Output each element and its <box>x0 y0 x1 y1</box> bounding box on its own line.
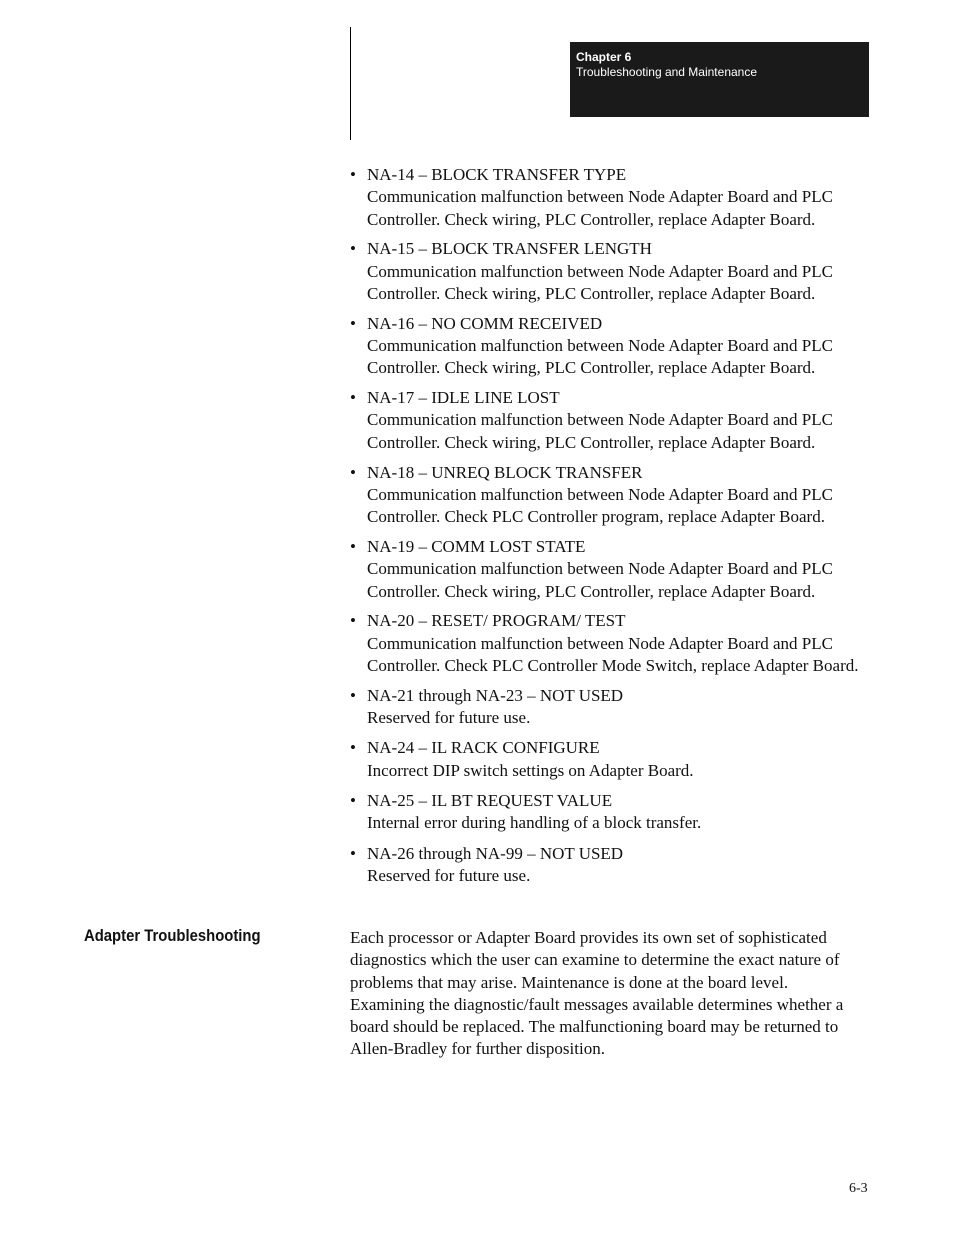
bullet-icon: • <box>350 165 356 184</box>
error-code: NA-19 – COMM LOST STATE <box>367 536 586 556</box>
list-item <box>350 387 870 454</box>
error-code: NA-21 through NA-23 – NOT USED <box>367 685 624 705</box>
error-description: Communication malfunction between Node Adapter Board and PLC <box>367 261 833 281</box>
list-item <box>350 536 870 603</box>
error-description: Communication malfunction between Node Adapter Board and PLC <box>367 484 833 504</box>
error-description: Communication malfunction between Node Adapter Board and PLC <box>367 559 833 579</box>
page-number: 6-3 <box>849 1181 868 1196</box>
error-code: NA-26 through NA-99 – NOT USED <box>367 843 624 863</box>
error-code: NA-17 – IDLE LINE LOST <box>367 388 560 408</box>
bullet-icon: • <box>350 790 356 810</box>
error-code: NA-25 – IL BT REQUEST VALUE <box>367 790 613 810</box>
bullet-icon: • <box>350 313 356 333</box>
error-code: NA-18 – UNREQ BLOCK TRANSFER <box>367 462 643 482</box>
paragraph-line: problems that may arise. Maintenance is done at the board level. <box>350 972 789 992</box>
list-item <box>350 238 870 305</box>
error-description: Controller. Check wiring, PLC Controller, replace Adapter Board. <box>367 581 816 601</box>
paragraph-line: Each processor or Adapter Board provides its own set of sophisticated <box>350 928 827 947</box>
error-description: Controller. Check wiring, PLC Controller, replace Adapter Board. <box>367 358 816 378</box>
paragraph-line: Allen-Bradley for further disposition. <box>350 1039 605 1059</box>
list-item <box>350 164 870 231</box>
error-description: Communication malfunction between Node Adapter Board and PLC <box>367 336 833 356</box>
error-description: Controller. Check wiring, PLC Controller, replace Adapter Board. <box>367 209 816 229</box>
error-description: Reserved for future use. <box>367 865 531 885</box>
bullet-icon: • <box>350 738 356 758</box>
bullet-icon: • <box>350 388 356 408</box>
bullet-icon: • <box>350 843 356 863</box>
error-code: NA-24 – IL RACK CONFIGURE <box>367 738 600 758</box>
section-paragraph <box>350 927 860 1061</box>
error-description: Communication malfunction between Node Adapter Board and PLC <box>367 410 833 430</box>
error-code: NA-20 – RESET/ PROGRAM/ TEST <box>367 611 626 631</box>
list-item <box>350 685 870 730</box>
bullet-icon: • <box>350 536 356 556</box>
bullet-icon: • <box>350 239 356 259</box>
paragraph-line: Examining the diagnostic/fault messages available determines whether a <box>350 994 844 1014</box>
error-code: NA-15 – BLOCK TRANSFER LENGTH <box>367 239 652 259</box>
chapter-header <box>570 42 869 117</box>
error-code-list <box>350 164 870 895</box>
list-item <box>350 843 870 888</box>
error-description: Controller. Check wiring, PLC Controller, replace Adapter Board. <box>367 432 816 452</box>
error-description: Internal error during handling of a block transfer. <box>367 813 702 833</box>
error-code: NA-16 – NO COMM RECEIVED <box>367 313 603 333</box>
error-description: Communication malfunction between Node Adapter Board and PLC <box>367 187 833 207</box>
error-description: Controller. Check PLC Controller Mode Switch, replace Adapter Board. <box>367 655 859 675</box>
paragraph-line: diagnostics which the user can examine to determine the exact nature of <box>350 950 840 970</box>
list-item <box>350 610 870 677</box>
error-description: Controller. Check wiring, PLC Controller, replace Adapter Board. <box>367 283 816 303</box>
section-heading: Adapter Troubleshooting <box>84 927 261 945</box>
list-item <box>350 313 870 380</box>
paragraph-line: board should be replaced. The malfunctioning board may be returned to <box>350 1017 839 1037</box>
list-item <box>350 462 870 529</box>
bullet-icon: • <box>350 611 356 631</box>
error-code: NA-14 – BLOCK TRANSFER TYPE <box>367 165 627 184</box>
list-item <box>350 790 870 835</box>
error-description: Incorrect DIP switch settings on Adapter Board. <box>367 760 694 780</box>
chapter-number: Chapter 6 <box>576 50 632 64</box>
chapter-title: Troubleshooting and Maintenance <box>576 65 758 79</box>
error-description: Controller. Check PLC Controller program, replace Adapter Board. <box>367 507 825 527</box>
error-description: Communication malfunction between Node Adapter Board and PLC <box>367 633 833 653</box>
list-item <box>350 737 870 782</box>
bullet-icon: • <box>350 685 356 705</box>
error-description: Reserved for future use. <box>367 708 531 728</box>
bullet-icon: • <box>350 462 356 482</box>
margin-rule <box>350 27 351 140</box>
